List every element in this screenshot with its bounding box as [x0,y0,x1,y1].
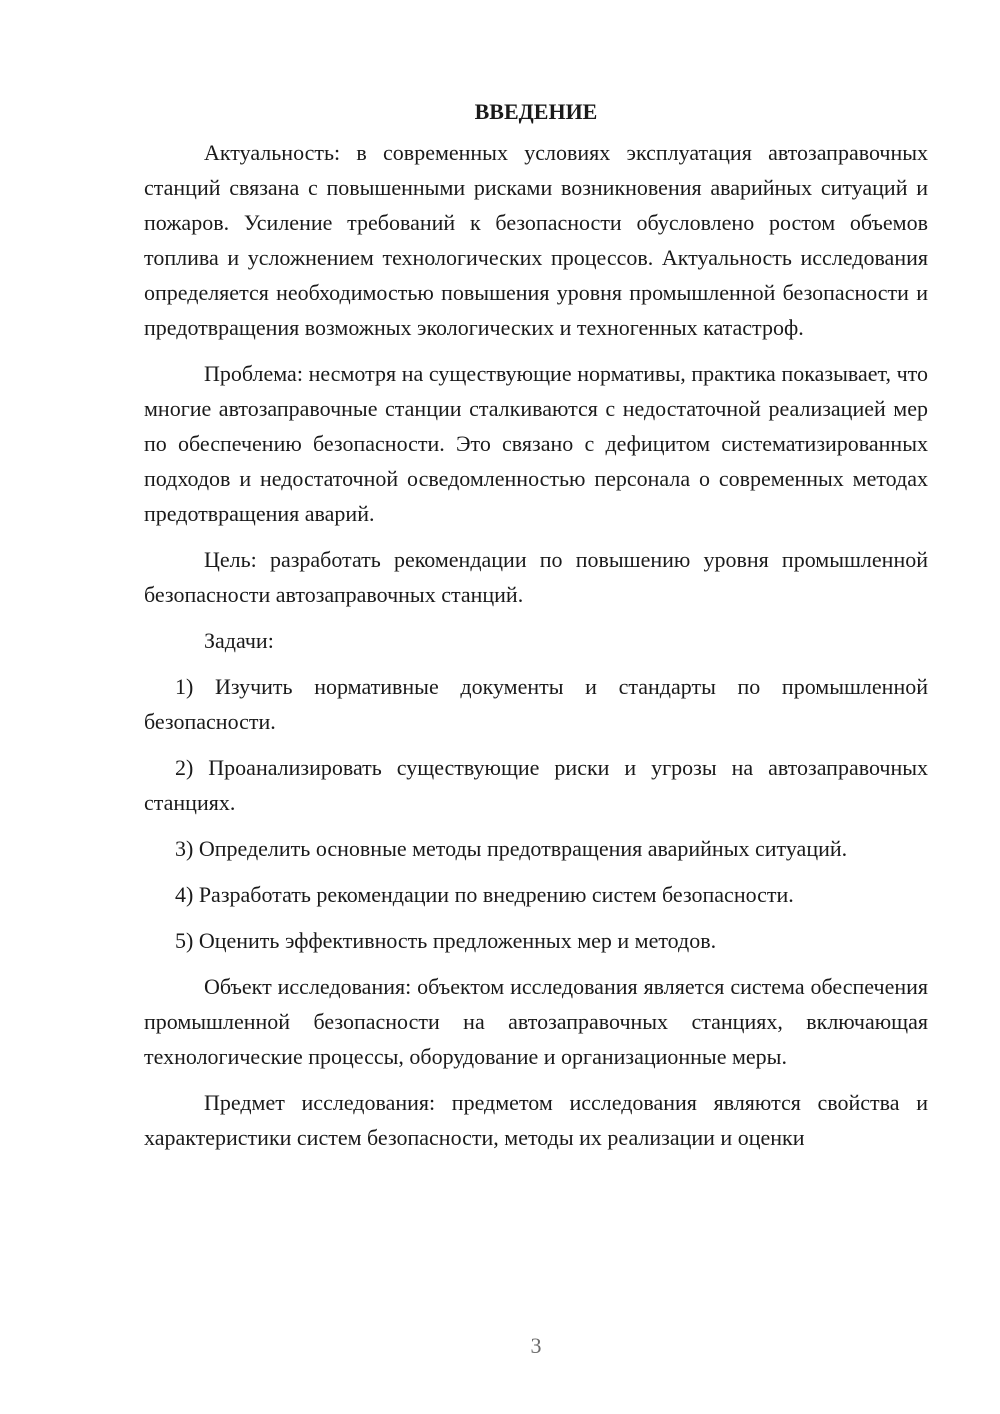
paragraph-problem: Проблема: несмотря на существующие нормативы, практика показывает, что многие автозаправочные станции сталкиваются с недостаточной реализацией мер по обеспечению безопасности. Это связано с дефицитом систематизированных подходов и недостаточной осведомленностью персонала о современных методах предотвращения аварий. [144,361,928,526]
task-item-4: 4) Разработать рекомендации по внедрению систем безопасности. [175,882,794,907]
task-item-1: 1) Изучить нормативные документы и стандарты по промышленной безопасности. [144,674,928,734]
page-number: 3 [530,1333,542,1358]
page-title: ВВЕДЕНИЕ [474,99,598,124]
page-body [144,94,928,1166]
paragraph-relevance: Актуальность: в современных условиях эксплуатация автозаправочных станций связана с повышенными рисками возникновения аварийных ситуаций и пожаров. Усиление требований к безопасности обусловлено ростом объемов топлива и усложнением технологических процессов. Актуальность исследования определяется необходимостью повышения уровня промышленной безопасности и предотвращения возможных экологических и техногенных катастроф. [144,140,928,340]
paragraph-goal: Цель: разработать рекомендации по повышению уровня промышленной безопасности автозаправочных станций. [144,547,928,607]
task-item-2: 2) Проанализировать существующие риски и угрозы на автозаправочных станциях. [144,755,928,815]
task-item-3: 3) Определить основные методы предотвращения аварийных ситуаций. [175,836,848,861]
task-item-5: 5) Оценить эффективность предложенных мер и методов. [175,928,717,953]
paragraph-subject: Предмет исследования: предметом исследования являются свойства и характеристики систем безопасности, методы их реализации и оценки [144,1090,928,1150]
tasks-heading: Задачи: [204,628,274,653]
paragraph-object: Объект исследования: объектом исследования является система обеспечения промышленной безопасности на автозаправочных станциях, включающая технологические процессы, оборудование и организационные меры. [144,974,928,1069]
